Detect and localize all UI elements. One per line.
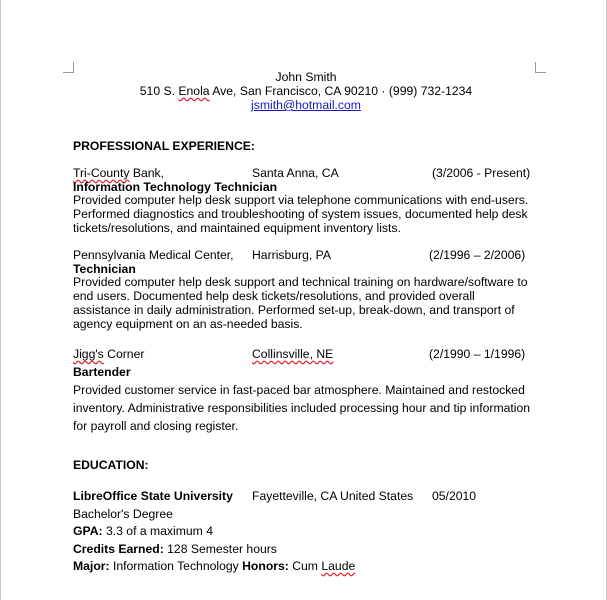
contact-address-line: [73, 84, 539, 98]
job-3-employer-word: Jigg's: [73, 347, 104, 361]
gpa-value: 3.3 of a maximum 4: [102, 524, 213, 538]
education-major-honors: [73, 559, 355, 573]
address-rest: Ave, San Francisco, CA 90210 · (999) 732-1234: [209, 84, 473, 98]
experience-heading: PROFESSIONAL EXPERIENCE:: [73, 139, 255, 153]
job-1-dates: (3/2006 - Present): [432, 166, 531, 180]
job-2-description: Provided computer help desk support and technical training on hardware/software to end users. Documented help desk tickets/resolutions, and provided overall assistance in daily administration. Performed set-up, break-down, and transport of agency equipment on an as-needed basis.: [73, 275, 528, 331]
job-3-description: Provided customer service in fast-paced bar atmosphere. Maintained and restocked inventory. Administrative responsibilities included processing hour and tip information for payroll and closing register.: [73, 383, 531, 433]
major-value: Information Technology: [109, 559, 243, 573]
resume-name: John Smith: [275, 70, 337, 84]
job-3-employer-rest: Corner: [103, 347, 145, 361]
job-2-location: Harrisburg, PA: [252, 248, 332, 262]
job-1-location: Santa Anna, CA: [252, 166, 339, 180]
job-2-dates: (2/1996 – 2/2006): [429, 248, 526, 262]
job-2-title: Technician: [73, 262, 136, 276]
education-gpa: [73, 524, 213, 538]
job-1-description: Provided computer help desk support via telephone communications with end-users. Performed diagnostics and troubleshooting of system issues, documented help desk tickets/resolutions, and maintained equipment inventory lists.: [73, 193, 529, 235]
address-street-word: Enola: [178, 84, 210, 98]
major-label: Major:: [73, 559, 110, 573]
credits-value: 128 Semester hours: [163, 542, 277, 556]
contact-email-line: [73, 98, 539, 112]
address-prefix: 510 S.: [139, 84, 179, 98]
job-1-title: Information Technology Technician: [73, 180, 278, 194]
job-3-dates: (2/1990 – 1/1996): [429, 347, 526, 361]
job-3-title: Bartender: [73, 365, 131, 379]
honors-value-word: Laude: [321, 559, 356, 573]
job-1-employer-rest: Bank,: [129, 166, 164, 180]
job-1-employer-word: Tri-County: [73, 166, 130, 180]
education-location: Fayetteville, CA United States: [252, 489, 414, 503]
job-3-employer: [73, 347, 144, 361]
education-school: LibreOffice State University: [73, 489, 233, 503]
education-date: 05/2010: [432, 489, 477, 503]
honors-value-prefix: Cum: [288, 559, 322, 573]
education-degree: Bachelor's Degree: [73, 507, 173, 521]
education-credits: [73, 542, 277, 556]
job-2-employer: Pennsylvania Medical Center,: [73, 248, 234, 262]
education-heading: EDUCATION:: [73, 458, 149, 472]
email-link[interactable]: jsmith@hotmail.com: [251, 98, 361, 112]
page-left-edge: [0, 0, 1, 600]
gpa-label: GPA:: [73, 524, 103, 538]
job-1-employer: [73, 166, 164, 180]
honors-label: Honors:: [242, 559, 289, 573]
job-3-location: Collinsville, NE: [252, 347, 334, 361]
credits-label: Credits Earned:: [73, 542, 164, 556]
